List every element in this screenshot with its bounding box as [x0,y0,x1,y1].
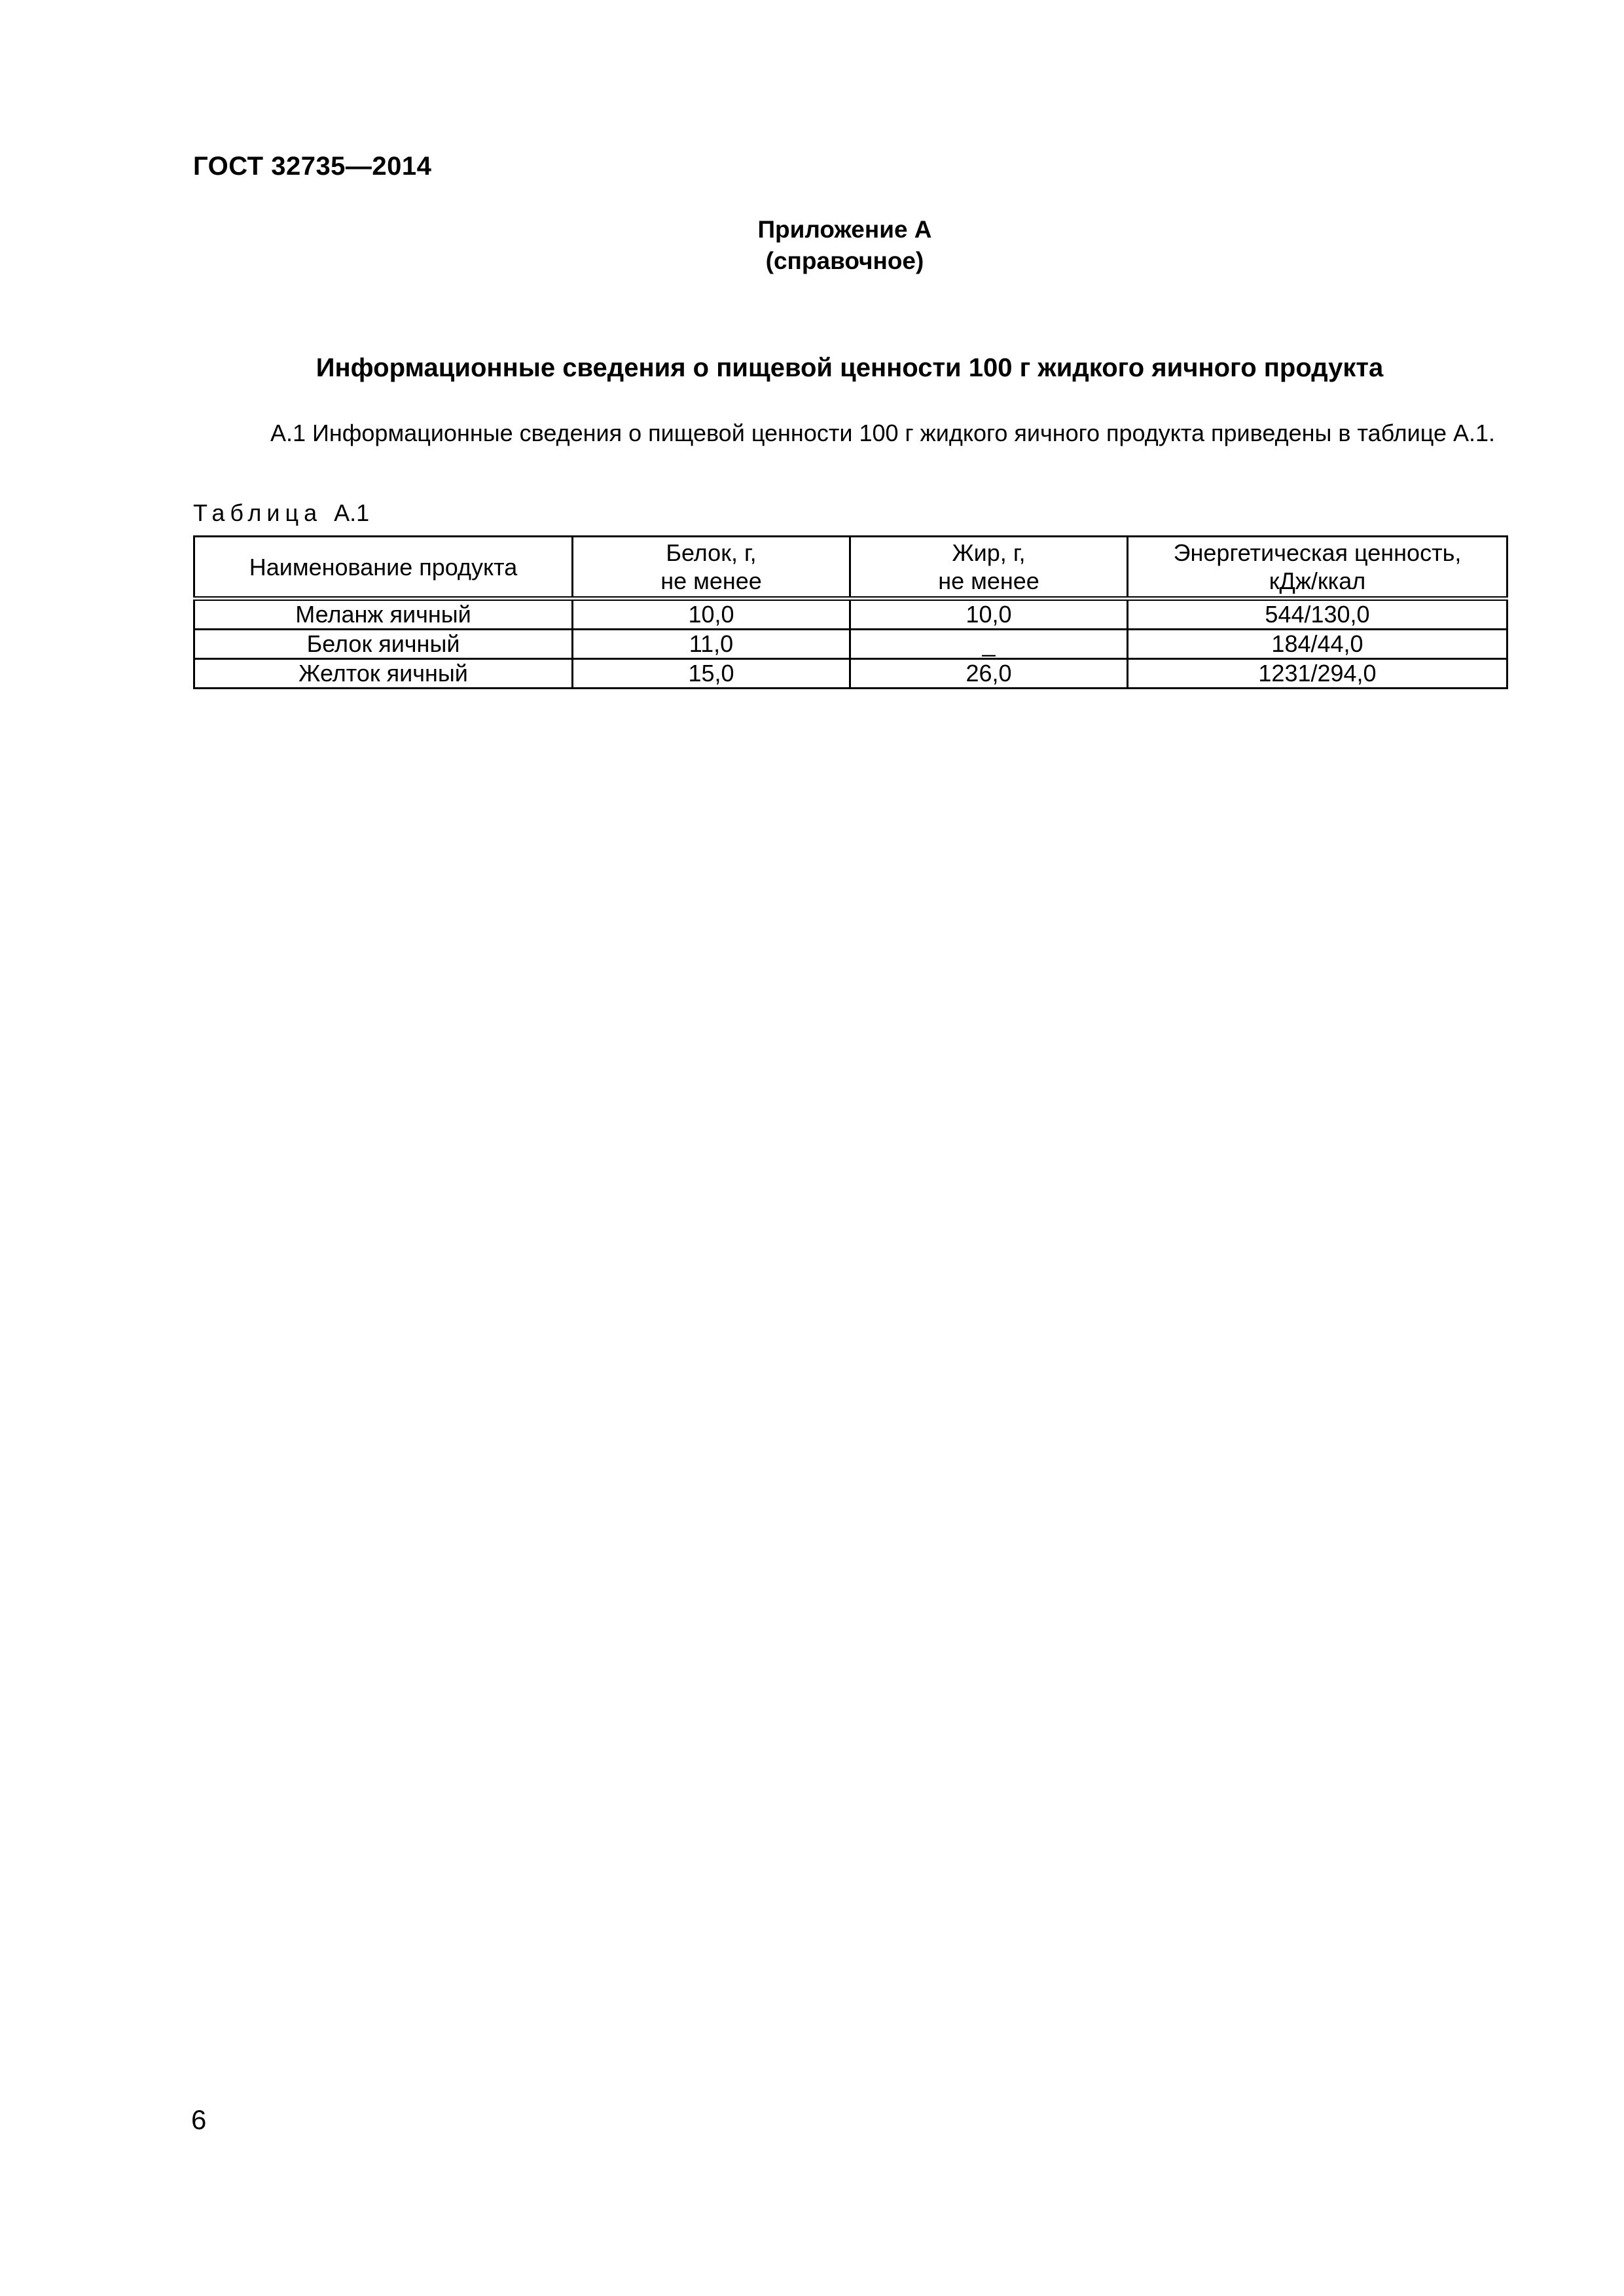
paragraph-a1: А.1 Информационные сведения о пищевой ценности 100 г жидкого яичного продукта приведены в таблице А.1. [270,420,1495,446]
table-header-row [194,537,1507,599]
header-protein-line1: Белок, г, [666,539,757,566]
header-fat-line2: не менее [938,567,1039,594]
cell-product: Белок яичный [194,630,573,659]
cell-product: Желток яичный [194,659,573,689]
header-energy-line1: Энергетическая ценность, [1173,539,1462,566]
appendix-title: Приложение А [757,216,932,243]
nutrition-table [193,535,1508,689]
cell-energy: 544/130,0 [1128,599,1507,630]
appendix-subtitle: (справочное) [765,247,924,274]
section-title: Информационные сведения о пищевой ценности 100 г жидкого яичного продукта [316,353,1384,382]
table-caption [193,499,369,527]
cell-energy: 1231/294,0 [1128,659,1507,689]
page-number: 6 [191,2104,207,2135]
cell-product: Меланж яичный [194,599,573,630]
header-protein [573,537,850,599]
cell-protein: 15,0 [573,659,850,689]
header-product-name [194,537,573,599]
appendix-heading [0,214,1624,277]
header-protein-line2: не менее [660,567,762,594]
header-product-name-line1: Наименование продукта [249,553,518,581]
header-energy [1128,537,1507,599]
header-fat [850,537,1128,599]
table-row [194,630,1507,659]
cell-energy: 184/44,0 [1128,630,1507,659]
header-fat-line1: Жир, г, [952,539,1026,566]
table-caption-word: Таблица [193,499,323,526]
document-header: ГОСТ 32735—2014 [193,152,432,181]
cell-protein: 11,0 [573,630,850,659]
table-row [194,599,1507,630]
header-energy-line2: кДж/ккал [1269,567,1366,594]
table-row [194,659,1507,689]
cell-protein: 10,0 [573,599,850,630]
table-caption-number: А.1 [334,499,370,526]
cell-fat: 26,0 [850,659,1128,689]
cell-fat: 10,0 [850,599,1128,630]
cell-fat: _ [850,630,1128,659]
